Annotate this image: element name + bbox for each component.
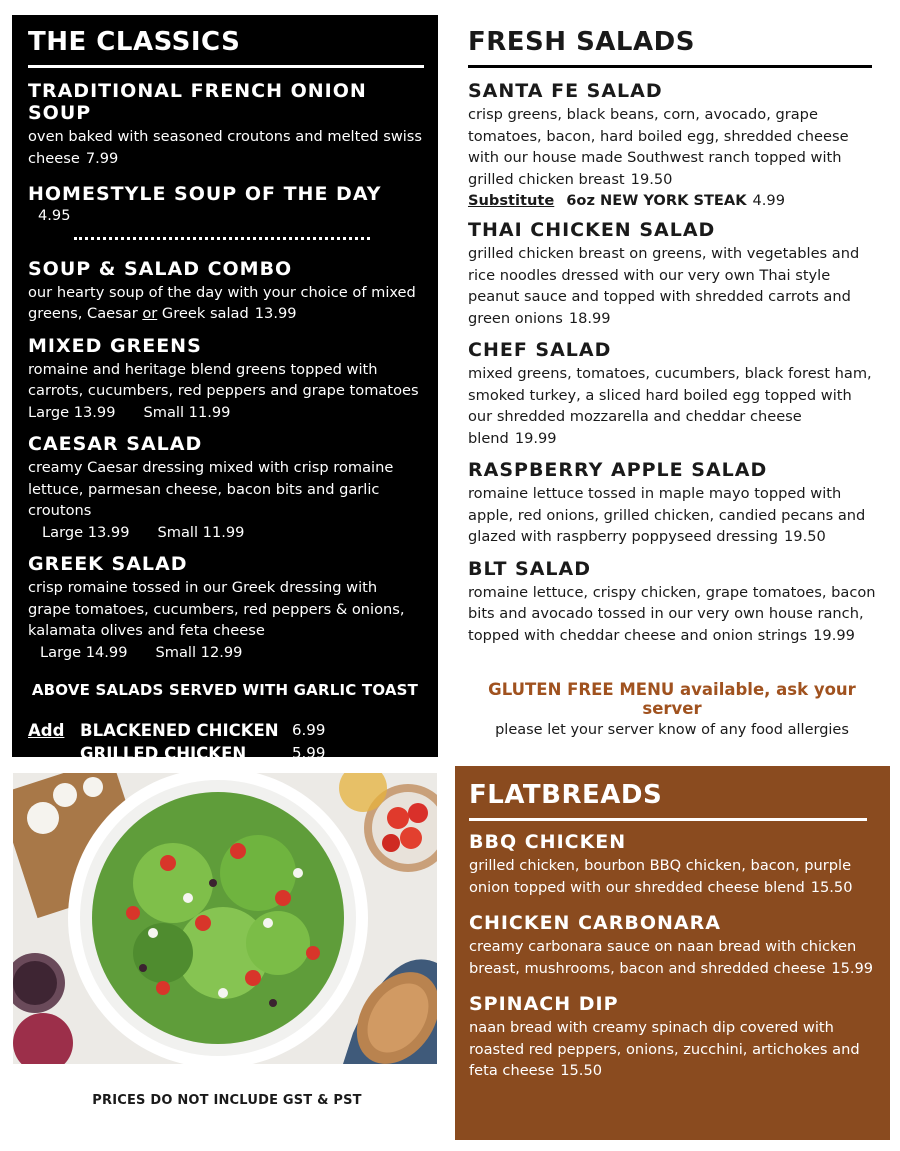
salad-bowl-illustration: [13, 773, 437, 1064]
menu-item-bbq-chicken: [469, 831, 876, 898]
item-desc: creamy carbonara sauce on naan bread with chicken breast, mushrooms, bacon and shredded cheese: [469, 938, 857, 977]
salad-bowl-photo: [13, 773, 437, 1064]
item-desc: crisp romaine tossed in our Greek dressing with grape tomatoes, cucumbers, red peppers & onions, kalamata olives and feta cheese: [28, 579, 405, 639]
item-desc: grilled chicken, bourbon BBQ chicken, bacon, purple onion topped with our shredded cheese blend: [469, 857, 852, 896]
item-price: 19.50: [784, 528, 826, 545]
menu-item-soup-of-day: [28, 183, 422, 227]
item-price-large: Large 14.99: [40, 643, 128, 661]
item-name: CHEF SALAD: [468, 339, 612, 361]
classics-panel: [12, 15, 438, 763]
classics-title: THE CLASSICS: [28, 27, 241, 57]
menu-item-thai-chicken: [468, 219, 876, 329]
item-price: 19.99: [813, 626, 855, 644]
item-price-small: Small 12.99: [155, 643, 243, 661]
menu-item-caesar-salad: [28, 433, 422, 543]
salads-title: FRESH SALADS: [468, 27, 695, 57]
item-name: TRADITIONAL FRENCH ONION SOUP: [28, 80, 367, 124]
item-price: 4.95: [38, 207, 71, 224]
item-price: 15.99: [831, 959, 874, 977]
addon-name: GRILLED CHICKEN: [80, 744, 247, 763]
item-name: HOMESTYLE SOUP OF THE DAY: [28, 183, 382, 205]
item-name: BLT SALAD: [468, 557, 591, 580]
item-desc-a: our hearty soup of the day with your choice of mixed greens, Caesar: [28, 283, 416, 322]
item-name: MIXED GREENS: [28, 334, 202, 357]
item-price: 13.99: [254, 305, 297, 322]
menu-item-blt-salad: [468, 558, 876, 647]
menu-item-chef-salad: [468, 339, 876, 449]
item-desc: crisp greens, black beans, corn, avocado, grape tomatoes, bacon, hard boiled egg, shredded cheese with our house made Southwest ranch topped with grilled chicken breast: [468, 106, 849, 188]
flatbreads-panel: [455, 766, 890, 1140]
gluten-free-notice: [468, 680, 876, 738]
salads-divider: [468, 65, 872, 68]
item-price: 15.50: [560, 1062, 603, 1079]
classics-divider: [28, 65, 424, 68]
item-name: SPINACH DIP: [469, 993, 619, 1015]
tax-note: PRICES DO NOT INCLUDE GST & PST: [92, 1093, 362, 1108]
item-price-small: Small 11.99: [157, 523, 245, 541]
item-price: 15.50: [810, 878, 853, 896]
item-desc-or: or: [142, 305, 158, 322]
menu-item-chicken-carbonara: [469, 912, 876, 979]
item-price: 19.99: [514, 429, 557, 447]
add-label: Add: [28, 721, 65, 740]
addon-name: BLACKENED CHICKEN: [80, 721, 279, 740]
item-desc: romaine and heritage blend greens topped with carrots, cucumbers, red peppers and grape tomatoes: [28, 360, 419, 399]
menu-item-onion-soup: [28, 80, 422, 169]
item-price-large: Large 13.99: [42, 523, 130, 541]
gluten-free-title: GLUTEN FREE MENU available, ask your server: [488, 680, 856, 718]
item-price-large: Large 13.99: [28, 403, 116, 421]
item-price: 19.50: [630, 170, 673, 188]
menu-item-greek-salad: [28, 553, 422, 663]
item-desc: oven baked with seasoned croutons and melted swiss cheese: [28, 128, 423, 167]
menu-item-santa-fe: [468, 80, 876, 209]
menu-item-spinach-dip: [469, 993, 876, 1082]
addon-price: 6.99: [292, 721, 326, 739]
item-desc: creamy Caesar dressing mixed with crisp romaine lettuce, parmesan cheese, bacon bits and garlic croutons: [28, 459, 394, 519]
flatbreads-title: FLATBREADS: [469, 780, 663, 810]
item-name: GREEK SALAD: [28, 553, 188, 575]
item-price-small: Small 11.99: [143, 403, 231, 421]
menu-item-raspberry-apple: [468, 459, 876, 548]
substitute-item: 6oz NEW YORK STEAK: [566, 192, 747, 209]
item-desc-b: Greek salad: [157, 305, 249, 322]
item-desc: naan bread with creamy spinach dip covered with roasted red peppers, onions, zucchini, artichokes and feta cheese: [469, 1019, 860, 1079]
flatbreads-divider: [469, 818, 867, 821]
item-desc: mixed greens, tomatoes, cucumbers, black forest ham, smoked turkey, a sliced hard boiled egg topped with our shredded mozzarella and cheddar cheese blend: [468, 365, 872, 447]
substitute-price: 4.99: [752, 192, 785, 209]
item-desc: romaine lettuce, crispy chicken, grape tomatoes, bacon bits and avocado tossed in our very own house ranch, topped with cheddar cheese and onion strings: [468, 583, 876, 644]
item-price: 7.99: [85, 149, 119, 167]
addon-price: 5.99: [292, 744, 326, 762]
item-name: RASPBERRY APPLE SALAD: [468, 459, 768, 481]
item-name: CHICKEN CARBONARA: [469, 912, 721, 934]
item-desc: romaine lettuce tossed in maple mayo topped with apple, red onions, grilled chicken, candied pecans and glazed with raspberry poppyseed dressing: [468, 485, 866, 545]
substitute-line: [468, 192, 876, 209]
item-price: 18.99: [568, 309, 611, 327]
item-name: THAI CHICKEN SALAD: [468, 219, 716, 241]
menu-item-mixed-greens: [28, 335, 422, 424]
menu-item-soup-salad-combo: [28, 258, 422, 325]
item-name: SANTA FE SALAD: [468, 80, 663, 102]
dotted-divider: [74, 237, 370, 240]
item-name: SOUP & SALAD COMBO: [28, 257, 293, 280]
item-desc: grilled chicken breast on greens, with vegetables and rice noodles dressed with our very own Thai style peanut sauce and topped with shredded carrots and green onions: [468, 245, 860, 327]
salads-panel: [456, 15, 888, 755]
item-name: BBQ CHICKEN: [469, 831, 627, 853]
substitute-label: Substitute: [468, 192, 555, 209]
garlic-toast-note: ABOVE SALADS SERVED WITH GARLIC TOAST: [31, 681, 419, 699]
allergy-note: please let your server know of any food allergies: [495, 722, 849, 738]
item-name: CAESAR SALAD: [28, 433, 203, 455]
